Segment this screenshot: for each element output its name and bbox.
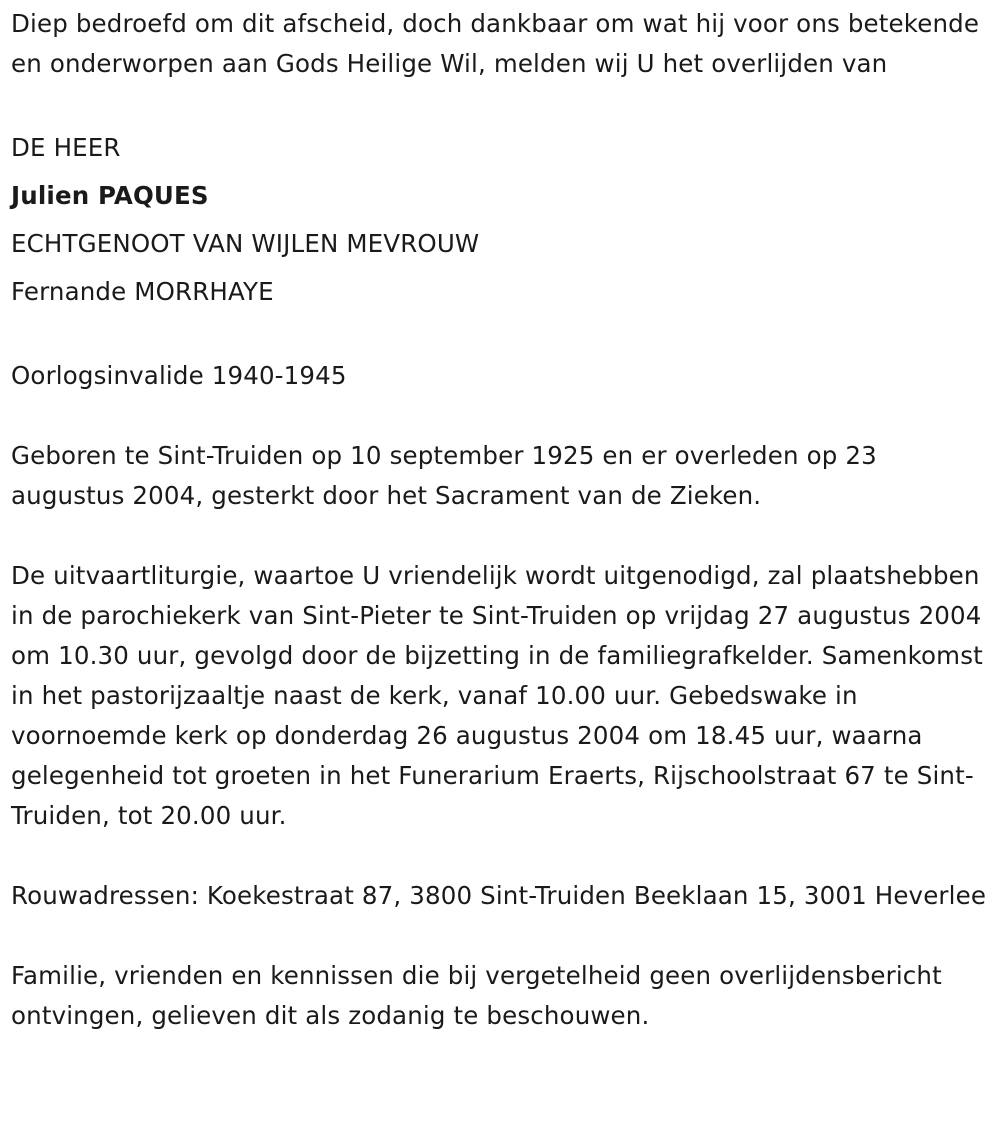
deceased-title: DE HEER (11, 133, 121, 162)
spacer (11, 516, 996, 556)
closing-paragraph: Familie, vrienden en kennissen die bij vergetelheid geen overlijdensbericht ontvingen, gelieven dit als zodanig te beschouwen. (11, 961, 942, 1030)
spouse-name: Fernande MORRHAYE (11, 277, 274, 306)
spacer (11, 316, 996, 356)
intro-paragraph: Diep bedroefd om dit afscheid, doch dankbaar om wat hij voor ons betekende en onderworpen aan Gods Heilige Wil, melden wij U het overlijden van (11, 9, 980, 78)
ceremony-paragraph: De uitvaartliturgie, waartoe U vriendelijk wordt uitgenodigd, zal plaatshebben in de parochiekerk van Sint-Pieter te Sint-Truiden op vrijdag 27 augustus 2004 om 10.30 uur, gevolgd door de bijzetting in de familiegrafkelder. Samenkomst in het pastorijzaaltje naast de kerk, vanaf 10.00 uur. Gebedswake in voornoemde kerk op donderdag 26 augustus 2004 om 18.45 uur, waarna gelegenheid tot groeten in het Funerarium Eraerts, Rijschoolstraat 67 te Sint-Truiden, tot 20.00 uur. (11, 561, 983, 830)
spacer (11, 836, 996, 876)
spouse-label: ECHTGENOOT VAN WIJLEN MEVROUW (11, 229, 480, 258)
deceased-block (11, 124, 996, 316)
deceased-name: Julien PAQUES (11, 181, 209, 210)
death-notice (11, 4, 996, 1036)
addresses-paragraph: Rouwadressen: Koekestraat 87, 3800 Sint-Truiden Beeklaan 15, 3001 Heverlee (11, 881, 987, 910)
spacer (11, 916, 996, 956)
birth-death-paragraph: Geboren te Sint-Truiden op 10 september 1925 en er overleden op 23 augustus 2004, gesterkt door het Sacrament van de Zieken. (11, 441, 877, 510)
spacer (11, 396, 996, 436)
spacer (11, 84, 996, 124)
distinction-line: Oorlogsinvalide 1940-1945 (11, 361, 347, 390)
